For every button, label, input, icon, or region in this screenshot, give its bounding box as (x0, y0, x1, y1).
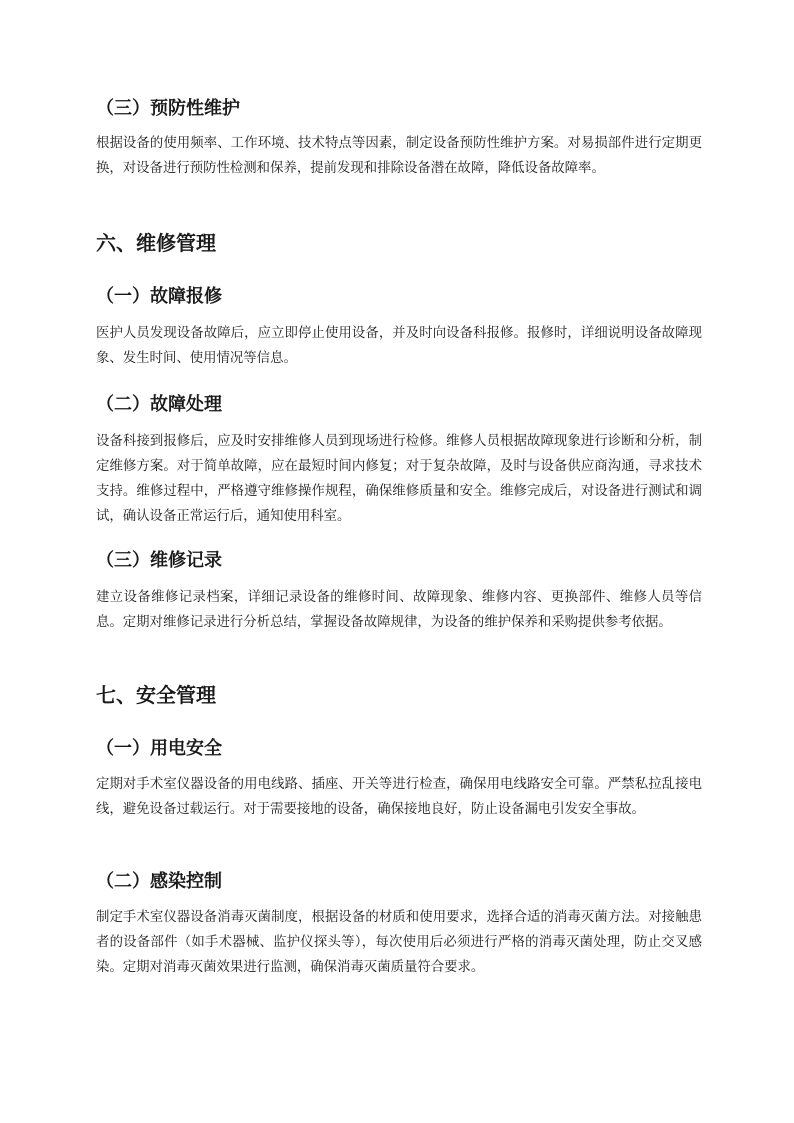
paragraph-fault-report: 医护人员发现设备故障后，应立即停止使用设备，并及时向设备科报修。报修时，详细说明设备故障现象、发生时间、使用情况等信息。 (96, 326, 702, 366)
heading-section-seven: 七、安全管理 (96, 683, 216, 707)
paragraph-fault-handling: 设备科接到报修后，应及时安排维修人员到现场进行检修。维修人员根据故障现象进行诊断和分析，制定维修方案。对于简单故障，应在最短时间内修复；对于复杂故障，及时与设备供应商沟通，寻求技术支持。维修过程中，严格遵守维修操作规程，确保维修质量和安全。维修完成后，对设备进行测试和调试，确认设备正常运行后，通知使用科室。 (96, 434, 702, 524)
paragraph-preventive-maintenance: 根据设备的使用频率、工作环境、技术特点等因素，制定设备预防性维护方案。对易损部件进行定期更换，对设备进行预防性检测和保养，提前发现和排除设备潜在故障，降低设备故障率。 (96, 136, 702, 176)
paragraph-infection-control: 制定手术室仪器设备消毒灭菌制度，根据设备的材质和使用要求，选择合适的消毒灭菌方法。对接触患者的设备部件（如手术器械、监护仪探头等），每次使用后必须进行严格的消毒灭菌处理，防止交叉感染。定期对消毒灭菌效果进行监测，确保消毒灭菌质量符合要求。 (96, 910, 702, 975)
document-page (96, 0, 702, 1123)
heading-fault-handling: （二）故障处理 (96, 394, 222, 415)
heading-fault-report: （一）故障报修 (96, 286, 222, 307)
heading-preventive-maintenance: （三）预防性维护 (96, 98, 240, 119)
heading-repair-record: （三）维修记录 (96, 550, 222, 571)
heading-electrical-safety: （一）用电安全 (96, 738, 222, 759)
paragraph-repair-record: 建立设备维修记录档案，详细记录设备的维修时间、故障现象、维修内容、更换部件、维修人员等信息。定期对维修记录进行分析总结，掌握设备故障规律，为设备的维护保养和采购提供参考依据。 (96, 590, 702, 630)
heading-infection-control: （二）感染控制 (96, 871, 222, 892)
heading-section-six: 六、维修管理 (96, 231, 216, 255)
paragraph-electrical-safety: 定期对手术室仪器设备的用电线路、插座、开关等进行检查，确保用电线路安全可靠。严禁私拉乱接电线，避免设备过载运行。对于需要接地的设备，确保接地良好，防止设备漏电引发安全事故。 (96, 777, 702, 817)
